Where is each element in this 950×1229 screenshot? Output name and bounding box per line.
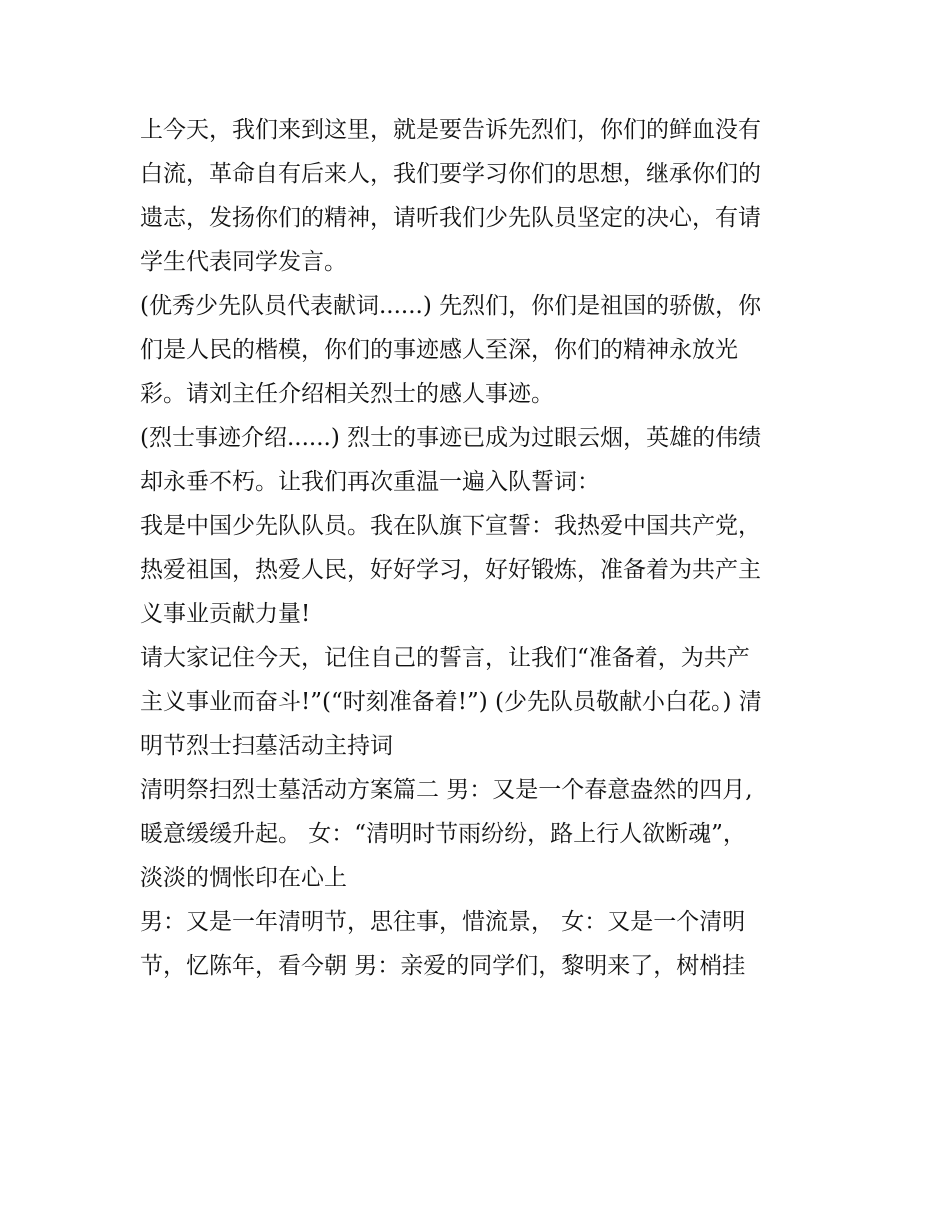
text-line: 却永垂不朽。让我们再次重温一遍入队誓词： — [140, 469, 600, 495]
text-line: 彩。请刘主任介绍相关烈士的感人事迹。 — [140, 381, 554, 407]
text-line: 上今天，我们来到这里，就是要告诉先烈们，你们的鲜血没有 — [140, 117, 761, 143]
text-line: 明节烈士扫墓活动主持词 — [140, 733, 393, 759]
text-line: 请大家记住今天，记住自己的誓言，让我们“准备着，为共产 — [140, 645, 750, 671]
text-line: 男：又是一年清明节，思往事，惜流景， 女：又是一个清明 — [140, 909, 746, 935]
text-line: 我是中国少先队队员。我在队旗下宣誓：我热爱中国共产党， — [140, 513, 761, 539]
text-line: 节，忆陈年，看今朝 男：亲爱的同学们，黎明来了，树梢挂 — [140, 953, 746, 979]
text-line: 们是人民的楷模，你们的事迹感人至深，你们的精神永放光 — [140, 337, 738, 363]
text-line: (烈士事迹介绍......) 烈士的事迹已成为过眼云烟，英雄的伟绩 — [140, 425, 762, 451]
text-line: 白流，革命自有后来人，我们要学习你们的思想，继承你们的 — [140, 161, 761, 187]
text-line: 主义事业而奋斗!”(“时刻准备着!”) (少先队员敬献小白花。) 清 — [140, 689, 762, 715]
document-body — [140, 108, 830, 988]
text-line: 淡淡的惆怅印在心上 — [140, 865, 347, 891]
text-line: 热爱祖国，热爱人民，好好学习，好好锻炼，准备着为共产主 — [140, 557, 761, 583]
text-line: 义事业贡献力量! — [140, 601, 311, 627]
text-line: 暖意缓缓升起。 女：“清明时节雨纷纷，路上行人欲断魂”， — [140, 821, 746, 847]
text-line: 遗志，发扬你们的精神，请听我们少先队员坚定的决心，有请 — [140, 205, 761, 231]
text-line: 清明祭扫烈士墓活动方案篇二 男：又是一个春意盎然的四月, — [140, 777, 753, 803]
text-line: 学生代表同学发言。 — [140, 249, 347, 275]
text-line: (优秀少先队员代表献词......) 先烈们，你们是祖国的骄傲，你 — [140, 293, 762, 319]
